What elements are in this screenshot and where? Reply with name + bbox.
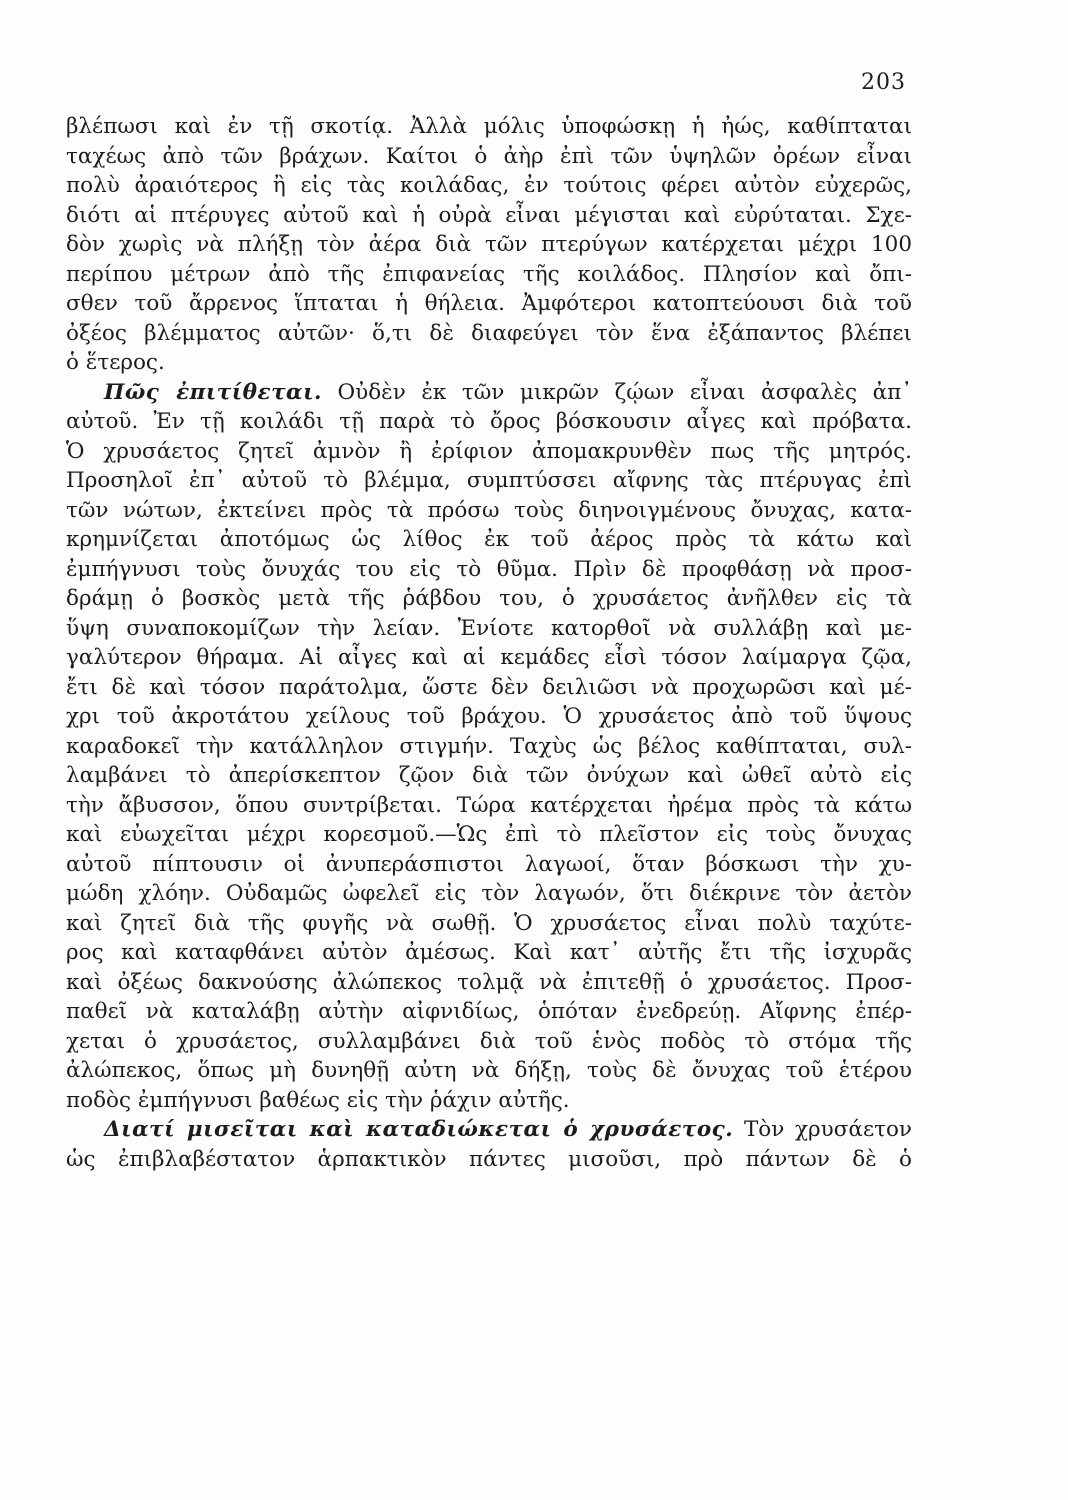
text-line: περίπου μέτρων ἀπὸ τῆς ἐπιφανείας τῆς κοιλάδος. Πλησίον καὶ ὄπι- — [66, 261, 912, 287]
text-line: καραδοκεῖ τὴν κατάλληλον στιγμήν. Ταχὺς ὡς βέλος καθίπταται, συλ- — [66, 733, 912, 759]
paragraph-first-line — [66, 1115, 912, 1145]
text-line: κρημνίζεται ἀποτόμως ὡς λίθος ἐκ τοῦ ἀέρος πρὸς τὰ κάτω καὶ — [66, 527, 912, 552]
section-heading-hated: Διατί μισεῖται καὶ καταδιώκεται ὁ χρυσάετος. — [104, 1117, 734, 1142]
text-line: γαλύτερον θήραμα. Αἱ αἶγες καὶ αἱ κεμάδες εἶσὶ τόσον λαίμαργα ζῷα, — [66, 645, 912, 670]
text-run: Τὸν χρυσάετον — [743, 1117, 912, 1142]
text-line: παθεῖ νὰ καταλάβῃ αὐτὴν αἰφνιδίως, ὁπόταν ἐνεδρεύῃ. Αἴφνης ἐπέρ- — [66, 999, 912, 1024]
text-line: ὕψη συναποκομίζων τὴν λείαν. Ἐνίοτε κατορθοῖ νὰ συλλάβῃ καὶ με- — [66, 615, 912, 641]
text-line: καὶ εὐωχεῖται μέχρι κορεσμοῦ.—Ὡς ἐπὶ τὸ πλεῖστον εἰς τοὺς ὄνυχας — [66, 822, 912, 847]
text-line: βλέπωσι καὶ ἐν τῇ σκοτίᾳ. Ἀλλὰ μόλις ὑποφώσκῃ ἡ ἠώς, καθίπταται — [66, 114, 912, 139]
text-line: χεται ὁ χρυσάετος, συλλαμβάνει διὰ τοῦ ἑνὸς ποδὸς τὸ στόμα τῆς — [66, 1028, 912, 1054]
page-number: 203 — [861, 70, 906, 95]
text-line: ποδὸς ἐμπήγνυσι βαθέως εἰς τὴν ῥάχιν αὐτῆς. — [66, 1087, 570, 1113]
text-line: ταχέως ἀπὸ τῶν βράχων. Καίτοι ὁ ἀὴρ ἐπὶ τῶν ὑψηλῶν ὀρέων εἶναι — [66, 143, 912, 169]
text-line: αὐτοῦ πίπτουσιν οἱ ἀνυπεράσπιστοι λαγωοί, ὅταν βόσκωσι τὴν χυ- — [66, 851, 912, 877]
text-line: ὀξέος βλέμματος αὐτῶν· ὅ,τι δὲ διαφεύγει τὸν ἕνα ἐξάπαντος βλέπει — [66, 320, 912, 346]
text-line: σθεν τοῦ ἄρρενος ἵπταται ἡ θήλεια. Ἀμφότεροι κατοπτεύουσι διὰ τοῦ — [66, 291, 912, 316]
body-text — [66, 112, 912, 1174]
text-line: δράμῃ ὁ βοσκὸς μετὰ τῆς ῥάβδου του, ὁ χρυσάετος ἀνῆλθεν εἰς τὰ — [66, 586, 912, 611]
text-line: τῶν νώτων, ἐκτείνει πρὸς τὰ πρόσω τοὺς διηνοιγμένους ὄνυχας, κατα- — [66, 497, 912, 523]
section-heading-attack: Πῶς ἐπιτίθεται. — [104, 379, 322, 405]
text-line: μώδη χλόην. Οὐδαμῶς ὠφελεῖ εἰς τὸν λαγωόν, ὅτι διέκρινε τὸν ἀετὸν — [66, 881, 912, 906]
text-run: Οὐδὲν ἐκ τῶν μικρῶν ζῴων εἶναι ἀσφαλὲς ἀπ᾽ — [337, 379, 912, 405]
text-line: ὁ ἕτερος. — [66, 350, 165, 375]
text-line: ἐμπήγνυσι τοὺς ὄνυχάς του εἰς τὸ θῦμα. Πρὶν δὲ προφθάσῃ νὰ προσ- — [66, 556, 912, 582]
text-line: δὸν χωρὶς νὰ πλήξῃ τὸν ἀέρα διὰ τῶν πτερύγων κατέρχεται μέχρι 100 — [66, 232, 912, 257]
text-line: Προσηλοῖ ἐπ᾽ αὐτοῦ τὸ βλέμμα, συμπτύσσει αἴφνης τὰς πτέρυγας ἐπὶ — [66, 468, 912, 493]
text-line: αὐτοῦ. Ἐν τῇ κοιλάδι τῇ παρὰ τὸ ὄρος βόσκουσιν αἶγες καὶ πρόβατα. — [66, 409, 912, 434]
text-line: πολὺ ἀραιότερος ἢ εἰς τὰς κοιλάδας, ἐν τούτοις φέρει αὐτὸν εὐχερῶς, — [66, 173, 912, 198]
text-line: χρι τοῦ ἀκροτάτου χείλους τοῦ βράχου. Ὁ χρυσάετος ἀπὸ τοῦ ὕψους — [66, 704, 912, 729]
paragraph-first-line — [66, 378, 912, 408]
text-line: διότι αἱ πτέρυγες αὐτοῦ καὶ ἡ οὐρὰ εἶναι μέγισται καὶ εὐρύταται. Σχε- — [66, 202, 912, 228]
text-line: ρος καὶ καταφθάνει αὐτὸν ἀμέσως. Καὶ κατ᾽ αὐτῆς ἔτι τῆς ἰσχυρᾶς — [66, 940, 912, 965]
text-line: ἔτι δὲ καὶ τόσον παράτολμα, ὥστε δὲν δειλιῶσι νὰ προχωρῶσι καὶ μέ- — [66, 674, 912, 700]
text-line: Ὁ χρυσάετος ζητεῖ ἀμνὸν ἢ ἐρίφιον ἀπομακρυνθὲν πως τῆς μητρός. — [66, 438, 912, 464]
text-line: ὡς ἐπιβλαβέστατον ἁρπακτικὸν πάντες μισοῦσι, πρὸ πάντων δὲ ὁ — [66, 1146, 912, 1172]
text-line: ἀλώπεκος, ὅπως μὴ δυνηθῇ αὐτη νὰ δήξῃ, τοὺς δὲ ὄνυχας τοῦ ἑτέρου — [66, 1058, 912, 1083]
text-line: λαμβάνει τὸ ἀπερίσκεπτον ζῷον διὰ τῶν ὀνύχων καὶ ὠθεῖ αὐτὸ εἰς — [66, 763, 912, 788]
text-line: τὴν ἄβυσσον, ὅπου συντρίβεται. Τώρα κατέρχεται ἠρέμα πρὸς τὰ κάτω — [66, 792, 912, 818]
text-line: καὶ ζητεῖ διὰ τῆς φυγῆς νὰ σωθῇ. Ὁ χρυσάετος εἶναι πολὺ ταχύτε- — [66, 910, 912, 936]
text-line: καὶ ὀξέως δακνούσης ἀλώπεκος τολμᾷ νὰ ἐπιτεθῇ ὁ χρυσάετος. Προσ- — [66, 969, 912, 995]
